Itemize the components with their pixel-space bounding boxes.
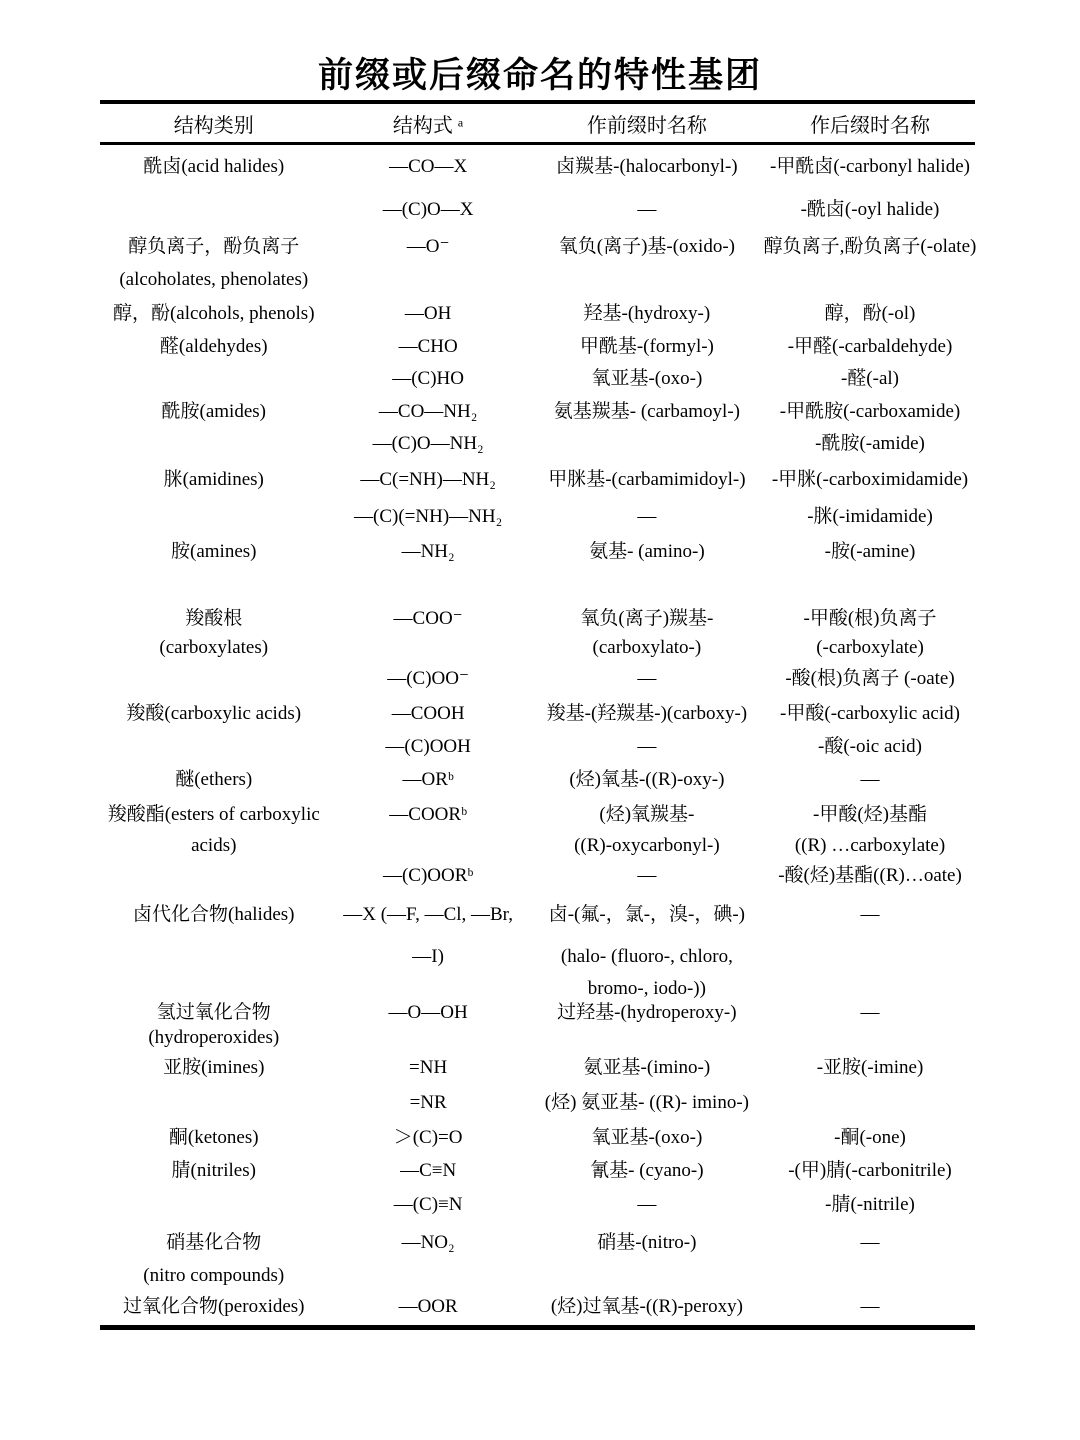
cell-structure-class (100, 499, 328, 536)
cell-suffix-name (765, 1085, 975, 1121)
cell-prefix-name: — (637, 735, 657, 757)
table-row (100, 763, 975, 797)
cell-prefix-name: 氨基- (amino-) (589, 541, 705, 563)
cell-structure-class: 醇负离子，酚负离子 (128, 236, 300, 258)
cell-structure-class: acids) (191, 834, 237, 856)
cell-suffix-name: — (860, 768, 880, 790)
cell-structure-class (100, 1187, 328, 1223)
cell-structural-formula (328, 264, 529, 297)
table-row (100, 1223, 975, 1263)
header-suffix-name: 作后缀时名称 (810, 114, 930, 137)
table-row (100, 145, 975, 189)
cell-suffix-name: -甲酰胺(-carboxamide) (779, 400, 961, 422)
cell-suffix-name: ((R) …carboxylate) (794, 834, 946, 856)
cell-prefix-name: 氨亚基-(imino-) (583, 1056, 711, 1078)
table-row (100, 603, 975, 635)
cell-prefix-name: (halo- (fluoro-, chloro, (560, 945, 733, 967)
cell-structure-class: 酮(ketones) (168, 1126, 259, 1148)
table-row (100, 1121, 975, 1155)
cell-structural-formula: —COOH (391, 702, 465, 724)
cell-structure-class: 醛(aldehydes) (159, 335, 268, 357)
table-row (100, 1051, 975, 1085)
cell-structural-formula (328, 569, 529, 603)
cell-structure-class: 胺(amines) (171, 541, 257, 563)
cell-suffix-name: -醛(-al) (840, 368, 900, 390)
cell-suffix-name: -酸(根)负离子 (-oate) (785, 667, 955, 689)
cell-prefix-name: bromo-, iodo-)) (587, 977, 706, 999)
cell-structure-class: (hydroperoxides) (148, 1026, 280, 1048)
table-row (100, 396, 975, 428)
header-structural-formula: 结构式 ᵃ (392, 114, 464, 137)
cell-structural-formula: —(C)O—X (382, 198, 474, 220)
cell-suffix-name: -甲酸(烃)基酯 (813, 803, 927, 825)
cell-prefix-name: 氧负(离子)基-(oxido-) (558, 236, 735, 258)
cell-suffix-name: -腈(-nitrile) (825, 1193, 915, 1215)
characteristic-groups-table (100, 100, 975, 1330)
table-row (100, 937, 975, 977)
cell-structure-class (100, 731, 328, 763)
cell-structure-class: 亚胺(imines) (163, 1056, 265, 1078)
cell-structural-formula (328, 635, 529, 661)
table-row (100, 569, 975, 603)
cell-structural-formula: —I) (412, 945, 444, 967)
cell-structural-formula: —O—OH (388, 1001, 468, 1023)
cell-suffix-name: -甲酰卤(-carbonyl halide) (770, 155, 970, 177)
table-row (100, 297, 975, 331)
cell-structure-class: 氢过氧化合物 (156, 1001, 271, 1023)
table-header-row (100, 104, 975, 142)
cell-suffix-name (765, 569, 975, 603)
cell-suffix-name (765, 977, 975, 1001)
cell-prefix-name (529, 1025, 765, 1051)
cell-structural-formula: —(C)O—NH₂ (372, 433, 484, 455)
cell-prefix-name: 甲酰基-(formyl-) (579, 335, 714, 357)
table-row (100, 1289, 975, 1325)
cell-prefix-name: 硝基-(nitro-) (597, 1231, 697, 1253)
cell-structure-class (100, 189, 328, 231)
cell-structural-formula: —(C)HO (392, 368, 465, 390)
cell-suffix-name (765, 1025, 975, 1051)
header-structure-class: 结构类别 (173, 114, 254, 137)
cell-structure-class: 羧酸根 (185, 607, 243, 629)
cell-structural-formula: —CHO (398, 335, 458, 357)
cell-suffix-name: -酸(-oic acid) (818, 735, 922, 757)
cell-structure-class (100, 937, 328, 977)
table-row (100, 797, 975, 833)
cell-structure-class: 醚(ethers) (175, 768, 253, 790)
cell-suffix-name: 醇，酚(-ol) (824, 302, 916, 324)
cell-structure-class (100, 977, 328, 1001)
cell-structure-class (100, 661, 328, 697)
table-row (100, 536, 975, 569)
cell-prefix-name: 甲脒基-(carbamimidoyl-) (548, 468, 746, 490)
cell-suffix-name: -胺(-amine) (824, 541, 916, 563)
cell-suffix-name: -亚胺(-imine) (816, 1056, 924, 1078)
table-row (100, 231, 975, 264)
cell-structure-class (100, 363, 328, 396)
cell-prefix-name: — (637, 1193, 657, 1215)
cell-prefix-name: (烃) 氨亚基- ((R)- imino-) (544, 1091, 749, 1113)
cell-structure-class: 酰胺(amides) (161, 400, 266, 422)
cell-structure-class: 羧酸(carboxylic acids) (126, 702, 302, 724)
cell-prefix-name: — (637, 506, 657, 528)
cell-prefix-name: 氧亚基-(oxo-) (591, 368, 703, 390)
cell-suffix-name: — (860, 1295, 880, 1317)
cell-suffix-name: -脒(-imidamide) (807, 506, 933, 528)
cell-structural-formula (328, 1263, 529, 1289)
cell-prefix-name: (carboxylato-) (592, 636, 702, 658)
cell-prefix-name: 氧负(离子)羰基- (580, 607, 714, 629)
cell-structure-class: (nitro compounds) (143, 1264, 285, 1286)
table-row (100, 428, 975, 461)
cell-suffix-name: — (860, 903, 880, 925)
cell-suffix-name: -酮(-one) (834, 1126, 906, 1148)
cell-suffix-name: — (860, 1001, 880, 1023)
cell-structural-formula: —C≡N (400, 1159, 457, 1181)
page-title: 前缀或后缀命名的特性基团 (317, 56, 762, 95)
cell-prefix-name (529, 569, 765, 603)
table-body (100, 145, 975, 1325)
cell-prefix-name: 羧基-(羟羰基-)(carboxy-) (546, 702, 748, 724)
cell-structure-class: 羧酸酯(esters of carboxylic (107, 803, 320, 825)
cell-structural-formula: —O⁻ (406, 236, 450, 258)
cell-prefix-name (529, 264, 765, 297)
cell-structural-formula: —OH (404, 302, 452, 324)
table-row (100, 499, 975, 536)
cell-structure-class (100, 569, 328, 603)
cell-structure-class: 卤代化合物(halides) (133, 903, 295, 925)
cell-suffix-name (765, 1263, 975, 1289)
cell-structural-formula: —(C)OORᵇ (382, 864, 474, 886)
cell-structure-class: 过氧化合物(peroxides) (122, 1295, 305, 1317)
cell-structural-formula: —NO₂ (401, 1231, 455, 1253)
table-row (100, 859, 975, 893)
cell-structural-formula (328, 977, 529, 1001)
cell-suffix-name: -甲脒(-carboximidamide) (771, 468, 969, 490)
cell-prefix-name: 氨基羰基- (carbamoyl-) (553, 400, 740, 422)
cell-structure-class: 酰卤(acid halides) (143, 155, 285, 177)
cell-structural-formula: —(C)(=NH)—NH₂ (354, 506, 503, 528)
cell-suffix-name: -甲醛(-carbaldehyde) (787, 335, 953, 357)
cell-suffix-name: (-carboxylate) (816, 636, 924, 658)
table-row (100, 1155, 975, 1187)
cell-structure-class: (alcoholates, phenolates) (119, 269, 309, 291)
table-row (100, 977, 975, 1001)
cell-prefix-name: (烃)过氧基-((R)-peroxy) (550, 1295, 743, 1317)
cell-structure-class: 硝基化合物 (166, 1231, 262, 1253)
cell-structural-formula: —OOR (398, 1295, 458, 1317)
cell-suffix-name: -(甲)腈(-carbonitrile) (788, 1159, 952, 1181)
cell-prefix-name: ((R)-oxycarbonyl-) (574, 834, 720, 856)
cell-structure-class: 醇，酚(alcohols, phenols) (112, 302, 315, 324)
table-row (100, 893, 975, 937)
cell-structure-class (100, 1085, 328, 1121)
cell-suffix-name (765, 264, 975, 297)
cell-prefix-name (529, 1263, 765, 1289)
table-row (100, 833, 975, 859)
cell-structure-class: 脒(amidines) (163, 468, 264, 490)
cell-prefix-name: 过羟基-(hydroperoxy-) (557, 1001, 737, 1023)
table-row (100, 731, 975, 763)
cell-structural-formula: —CO—NH₂ (378, 400, 478, 422)
cell-structural-formula: —X (—F, —Cl, —Br, (343, 903, 514, 925)
cell-structural-formula (328, 833, 529, 859)
table-row (100, 635, 975, 661)
cell-structural-formula: —CO—X (389, 155, 468, 177)
cell-structure-class (100, 859, 328, 893)
cell-structural-formula: ＞(C)=O (393, 1126, 463, 1148)
cell-prefix-name: — (637, 864, 657, 886)
cell-structural-formula: —NH₂ (401, 541, 455, 563)
cell-suffix-name: -甲酸(根)负离子 (803, 607, 937, 629)
cell-prefix-name: 羟基-(hydroxy-) (583, 302, 711, 324)
cell-suffix-name: 醇负离子,酚负离子(-olate) (763, 236, 977, 258)
cell-prefix-name (529, 428, 765, 461)
cell-structural-formula: =NR (409, 1091, 447, 1113)
table-row (100, 363, 975, 396)
cell-suffix-name: — (860, 1231, 880, 1253)
cell-suffix-name: -酰胺(-amide) (815, 433, 925, 455)
cell-structure-class (100, 428, 328, 461)
cell-prefix-name: 氧亚基-(oxo-) (591, 1126, 703, 1148)
cell-structural-formula: —(C)OOH (385, 735, 471, 757)
cell-prefix-name: — (637, 667, 657, 689)
cell-structural-formula: —C(=NH)—NH₂ (360, 468, 496, 490)
table-row (100, 189, 975, 231)
table-row (100, 1263, 975, 1289)
cell-structural-formula: —(C)OO⁻ (387, 667, 470, 689)
cell-suffix-name: -酸(烃)基酯((R)…oate) (778, 864, 962, 886)
cell-prefix-name: 卤-(氟-，氯-，溴-，碘-) (548, 903, 746, 925)
table-bottom-rule (100, 1325, 975, 1330)
cell-prefix-name: (烃)氧羰基- (599, 803, 695, 825)
cell-prefix-name: 卤羰基-(halocarbonyl-) (556, 155, 738, 177)
cell-structural-formula (328, 1025, 529, 1051)
cell-structural-formula: —ORᵇ (402, 768, 454, 790)
cell-suffix-name (765, 937, 975, 977)
cell-structure-class: 腈(nitriles) (171, 1159, 256, 1181)
cell-suffix-name: -甲酸(-carboxylic acid) (780, 702, 960, 724)
table-row (100, 1085, 975, 1121)
header-prefix-name: 作前缀时名称 (586, 114, 707, 137)
cell-structure-class: (carboxylates) (159, 636, 269, 658)
cell-structural-formula: —(C)≡N (393, 1193, 463, 1215)
table-row (100, 697, 975, 731)
table-row (100, 264, 975, 297)
cell-structural-formula: =NH (409, 1056, 448, 1078)
table-row (100, 1187, 975, 1223)
cell-structural-formula: —COORᵇ (389, 803, 467, 825)
table-row (100, 1025, 975, 1051)
table-row (100, 461, 975, 499)
cell-prefix-name: (烃)氧基-((R)-oxy-) (569, 768, 725, 790)
cell-structural-formula: —COO⁻ (393, 607, 463, 629)
cell-prefix-name: — (637, 198, 657, 220)
cell-suffix-name: -酰卤(-oyl halide) (800, 198, 940, 220)
table-row (100, 1001, 975, 1025)
cell-prefix-name: 氰基- (cyano-) (590, 1159, 704, 1181)
table-row (100, 331, 975, 363)
table-row (100, 661, 975, 697)
